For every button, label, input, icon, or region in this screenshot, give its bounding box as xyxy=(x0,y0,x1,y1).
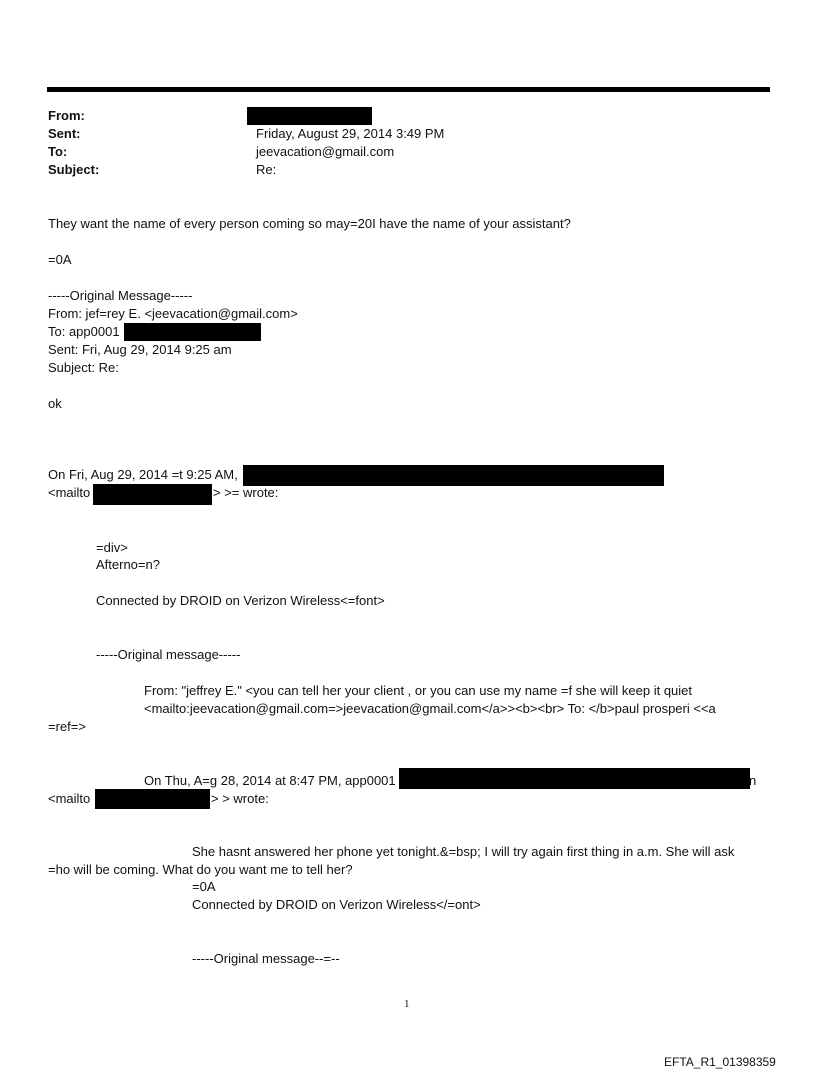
quote-3-wrote: > > wrote: xyxy=(211,791,269,806)
quote-4-droid-signature: Connected by DROID on Verizon Wireless</=ont> xyxy=(192,897,481,912)
original-message-separator: -----Original Message----- xyxy=(48,288,193,303)
quote-3-mailto: <mailto xyxy=(48,791,91,806)
subject-label: Subject: xyxy=(48,162,100,177)
quote-4-original-separator: -----Original message--=-- xyxy=(192,951,340,966)
sent-label: Sent: xyxy=(48,126,81,141)
redaction-quote-1-sender xyxy=(243,465,664,486)
quote-3-intro: On Thu, A=g 28, 2014 at 8:47 PM, app0001 xyxy=(144,773,396,788)
original-from: From: jef=rey E. <jeevacation@gmail.com> xyxy=(48,306,298,321)
top-rule xyxy=(47,87,770,92)
quote-1-div: =div> xyxy=(96,540,128,555)
quote-4-0a: =0A xyxy=(192,879,216,894)
quote-2-ref: =ref=> xyxy=(48,719,86,734)
reply-ok: ok xyxy=(48,396,62,411)
to-label: To: xyxy=(48,144,68,159)
quote-2-from-line-1: From: "jeffrey E." <you can tell her your client , or you can use my name =f she will keep it quiet xyxy=(144,683,693,698)
quote-1-afternoon: Afterno=n? xyxy=(96,557,160,572)
quote-3-tail: n xyxy=(749,773,757,788)
to-value: jeevacation@gmail.com xyxy=(256,144,395,159)
quote-1-droid-signature: Connected by DROID on Verizon Wireless<=font> xyxy=(96,593,385,608)
body-line-1: They want the name of every person coming so may=20I have the name of your assistant? xyxy=(48,216,571,231)
redaction-quote-1-mailto xyxy=(93,484,212,505)
quote-1-original-separator: -----Original message----- xyxy=(96,647,241,662)
original-sent: Sent: Fri, Aug 29, 2014 9:25 am xyxy=(48,342,232,357)
sent-value: Friday, August 29, 2014 3:49 PM xyxy=(256,126,445,141)
page-number: 1 xyxy=(404,998,410,1010)
redaction-original-to xyxy=(124,323,261,341)
redaction-quote-3-sender xyxy=(399,768,750,789)
body-line-2: =0A xyxy=(48,252,72,267)
subject-value: Re: xyxy=(256,162,277,177)
from-label: From: xyxy=(48,108,85,123)
original-to: To: app0001 xyxy=(48,324,120,339)
redaction-quote-3-mailto xyxy=(95,789,210,809)
original-subject: Subject: Re: xyxy=(48,360,119,375)
quote-4-line-1: She hasnt answered her phone yet tonight.&=bsp; I will try again first thing in a.m. She will ask xyxy=(192,844,735,859)
quote-2-from-line-2: <mailto:jeevacation@gmail.com=>jeevacation@gmail.com</a>><b><br> To: </b>paul prosperi <<a xyxy=(144,701,716,716)
document-id: EFTA_R1_01398359 xyxy=(664,1055,776,1069)
redaction-from xyxy=(247,107,372,125)
quote-1-wrote: > >= wrote: xyxy=(213,485,279,500)
quote-1-mailto: <mailto xyxy=(48,485,91,500)
quote-4-line-2: =ho will be coming. What do you want me to tell her? xyxy=(48,862,353,877)
quote-1-intro: On Fri, Aug 29, 2014 =t 9:25 AM, xyxy=(48,467,238,482)
